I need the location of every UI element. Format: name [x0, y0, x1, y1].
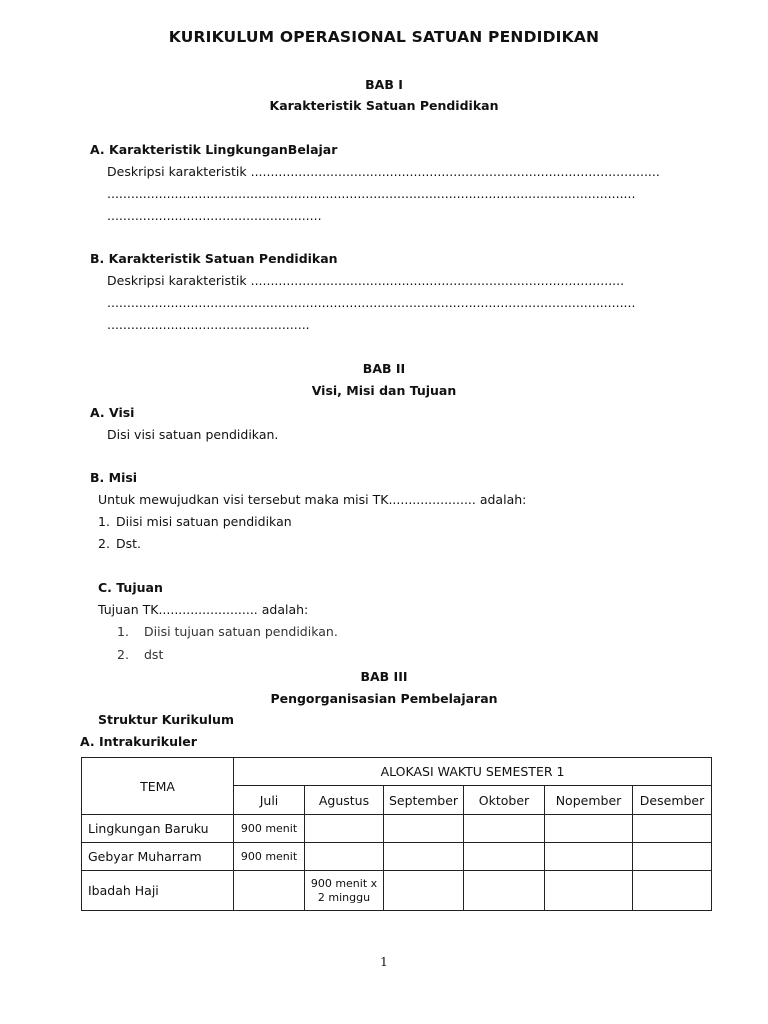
table-row	[82, 843, 712, 871]
struktur-kurikulum-heading: Struktur Kurikulum	[98, 712, 234, 727]
bab1-subtitle: Karakteristik Satuan Pendidikan	[269, 98, 499, 113]
alokasi-cell	[545, 815, 633, 843]
tema-header: TEMA	[82, 758, 234, 815]
section-b-heading: B. Karakteristik Satuan Pendidikan	[90, 251, 338, 266]
month-header: Oktober	[464, 786, 545, 815]
alokasi-cell	[633, 871, 712, 911]
alokasi-cell	[305, 815, 384, 843]
alokasi-cell	[384, 871, 464, 911]
misi-item-text: Diisi misi satuan pendidikan	[116, 514, 292, 529]
alokasi-cell	[545, 871, 633, 911]
section-b-line2: .....................................................................................................................................	[107, 295, 636, 310]
alokasi-cell	[384, 843, 464, 871]
alokasi-header: ALOKASI WAKTU SEMESTER 1	[234, 758, 712, 786]
misi-item-num: 2.	[98, 536, 110, 551]
misi-item-num: 1.	[98, 514, 110, 529]
tujuan-item-text: dst	[144, 647, 164, 662]
month-header: September	[384, 786, 464, 815]
table-header-row	[82, 758, 712, 786]
month-header: Nopember	[545, 786, 633, 815]
section-a-heading: A. Karakteristik LingkunganBelajar	[90, 142, 338, 157]
bab3-subtitle: Pengorganisasian Pembelajaran	[270, 691, 498, 706]
month-header: Juli	[234, 786, 305, 815]
tujuan-item-num: 1.	[117, 624, 129, 639]
table-row	[82, 815, 712, 843]
bab1-label: BAB I	[365, 77, 403, 92]
tema-cell: Ibadah Haji	[82, 871, 234, 911]
section-b-line3: ...................................................	[107, 317, 310, 332]
table-row	[82, 871, 712, 911]
intrakurikuler-table	[81, 757, 712, 911]
visi-heading: A. Visi	[90, 405, 135, 420]
page-number: 1	[380, 955, 388, 969]
tujuan-item-text: Diisi tujuan satuan pendidikan.	[144, 624, 338, 639]
tujuan-item-num: 2.	[117, 647, 129, 662]
alokasi-cell	[234, 871, 305, 911]
bab2-subtitle: Visi, Misi dan Tujuan	[311, 383, 457, 398]
bab2-label: BAB II	[362, 361, 406, 376]
intrakurikuler-heading: A. Intrakurikuler	[80, 734, 197, 749]
alokasi-cell	[633, 843, 712, 871]
section-b-line1: Deskripsi karakteristik ..............................................................................................	[107, 273, 625, 288]
alokasi-cell	[464, 843, 545, 871]
misi-item-text: Dst.	[116, 536, 142, 551]
alokasi-cell	[464, 815, 545, 843]
tujuan-intro: Tujuan TK......................... adalah:	[98, 602, 309, 617]
alokasi-cell: 900 menit	[234, 815, 305, 843]
alokasi-cell	[384, 815, 464, 843]
alokasi-cell	[545, 843, 633, 871]
tema-cell: Lingkungan Baruku	[82, 815, 234, 843]
alokasi-cell	[633, 815, 712, 843]
visi-text: Disi visi satuan pendidikan.	[107, 427, 279, 442]
alokasi-cell: 900 menit x 2 minggu	[305, 871, 384, 911]
alokasi-cell	[464, 871, 545, 911]
month-header: Agustus	[305, 786, 384, 815]
document-title: KURIKULUM OPERASIONAL SATUAN PENDIDIKAN	[168, 28, 600, 46]
tema-cell: Gebyar Muharram	[82, 843, 234, 871]
misi-intro: Untuk mewujudkan visi tersebut maka misi TK...................... adalah:	[98, 492, 527, 507]
bab3-label: BAB III	[360, 669, 408, 684]
alokasi-cell: 900 menit	[234, 843, 305, 871]
section-a-line3: ......................................................	[107, 208, 322, 223]
section-a-line2: .....................................................................................................................................	[107, 186, 636, 201]
month-header: Desember	[633, 786, 712, 815]
section-a-line1: Deskripsi karakteristik .......................................................................................................	[107, 164, 660, 179]
alokasi-cell	[305, 843, 384, 871]
misi-heading: B. Misi	[90, 470, 138, 485]
tujuan-heading: C. Tujuan	[98, 580, 163, 595]
